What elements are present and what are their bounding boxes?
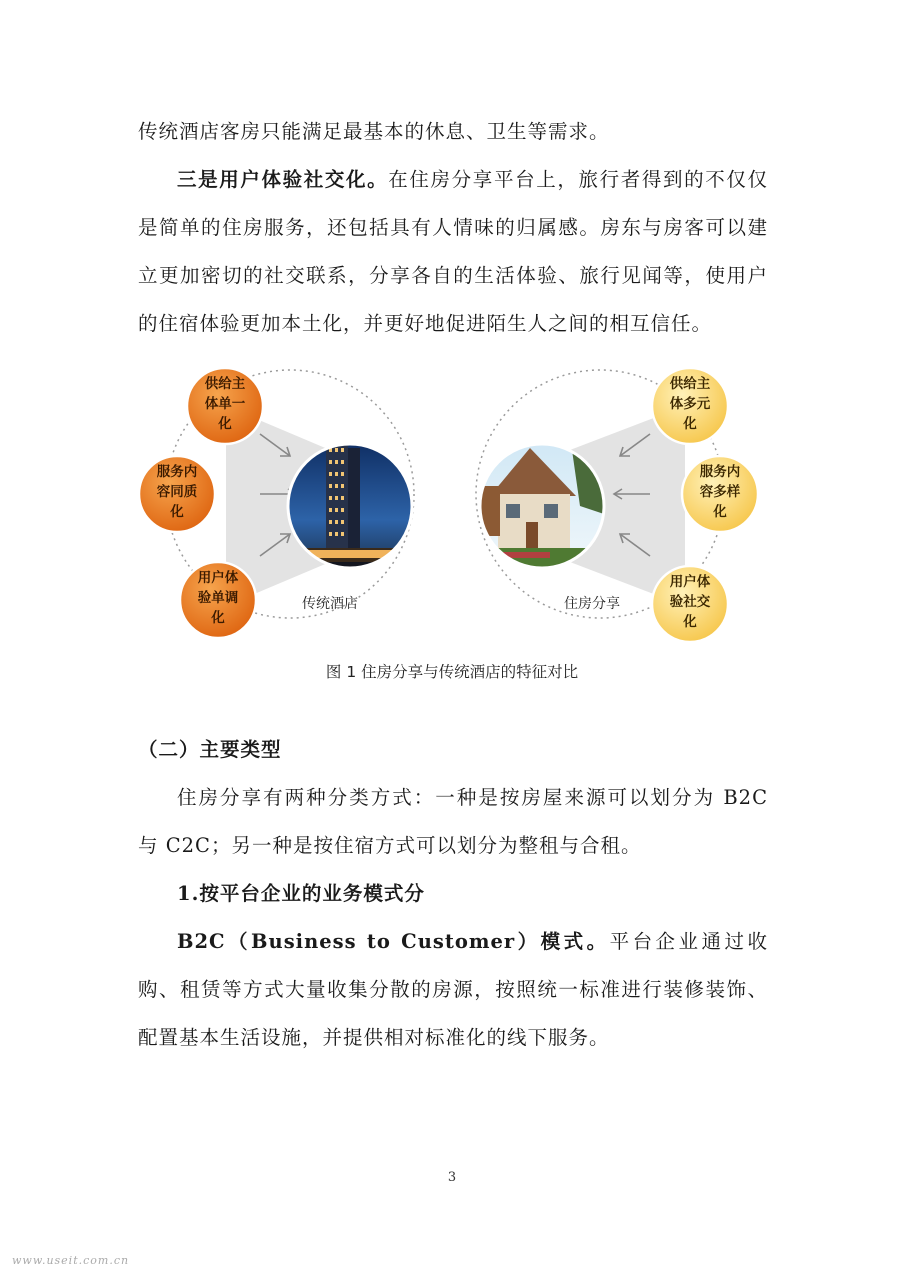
left-bubble-2-line-1: 服务内 [156, 464, 198, 480]
page-number: 3 [447, 1170, 457, 1185]
b2c-lead: B2C（Business to Customer）模式。 [177, 930, 610, 953]
section-intro: 住房分享有两种分类方式：一种是按房屋来源可以划分为 B2C 与 C2C；另一种是按住宿方式可以划分为整租与合租。 [138, 786, 768, 857]
house-share-label: 住房分享 [564, 596, 620, 612]
right-bubble-3-line-2: 验社交 [669, 594, 711, 610]
right-bubble-3 [652, 566, 728, 642]
right-bubble-3-line-1: 用户体 [669, 574, 711, 590]
comparison-figure [130, 356, 780, 656]
left-bubble-1-line-1: 供给主 [204, 376, 246, 392]
right-bubble-2-line-2: 容多样 [699, 484, 741, 500]
left-bubble-1-line-3: 化 [218, 416, 232, 432]
left-bubble-2-line-2: 容同质 [156, 484, 198, 500]
paragraph-continued: 传统酒店客房只能满足最基本的休息、卫生等需求。 [138, 120, 610, 143]
right-bubble-2-line-3: 化 [713, 504, 727, 520]
right-bubble-1-line-2: 体多元 [669, 396, 711, 412]
right-bubble-2 [682, 456, 758, 532]
right-bubble-1 [652, 368, 728, 444]
b2c-body: 平台企业通过收购、租赁等方式大量收集分散的房源，按照统一标准进行装修装饰、配置基本生活设施，并提供相对标准化的线下服务。 [138, 930, 768, 1049]
left-bubble-3-line-1: 用户体 [197, 570, 239, 586]
right-bubble-1-line-1: 供给主 [669, 376, 711, 392]
b2c-paragraph [138, 918, 768, 1062]
left-bubble-2 [139, 456, 215, 532]
paragraph-social [138, 156, 768, 348]
figure-caption: 图 1 住房分享与传统酒店的特征对比 [325, 663, 579, 681]
left-bubble-3-line-2: 验单调 [197, 590, 239, 606]
left-bubble-3-line-3: 化 [211, 610, 225, 626]
hotel-label: 传统酒店 [302, 596, 358, 612]
right-bubble-2-line-1: 服务内 [699, 464, 741, 480]
left-bubble-1 [187, 368, 263, 444]
paragraph-social-lead: 三是用户体验社交化。 [177, 168, 389, 191]
section-title: （二）主要类型 [138, 738, 282, 761]
right-bubble-1-line-3: 化 [683, 416, 697, 432]
paragraph-social-body: 在住房分享平台上，旅行者得到的不仅仅是简单的住房服务，还包括具有人情味的归属感。房东与房客可以建立更加密切的社交联系，分享各自的生活体验、旅行见闻等，使用户的住宿体验更加本土化，并更好地促进陌生人之间的相互信任。 [138, 168, 768, 335]
left-bubble-1-line-2: 体单一 [204, 396, 246, 412]
watermark: www.useit.com.cn [12, 1254, 130, 1267]
sub-section-title: 1.按平台企业的业务模式分 [177, 882, 425, 905]
right-bubble-3-line-3: 化 [683, 614, 697, 630]
left-bubble-2-line-3: 化 [170, 504, 184, 520]
left-bubble-3 [180, 562, 256, 638]
